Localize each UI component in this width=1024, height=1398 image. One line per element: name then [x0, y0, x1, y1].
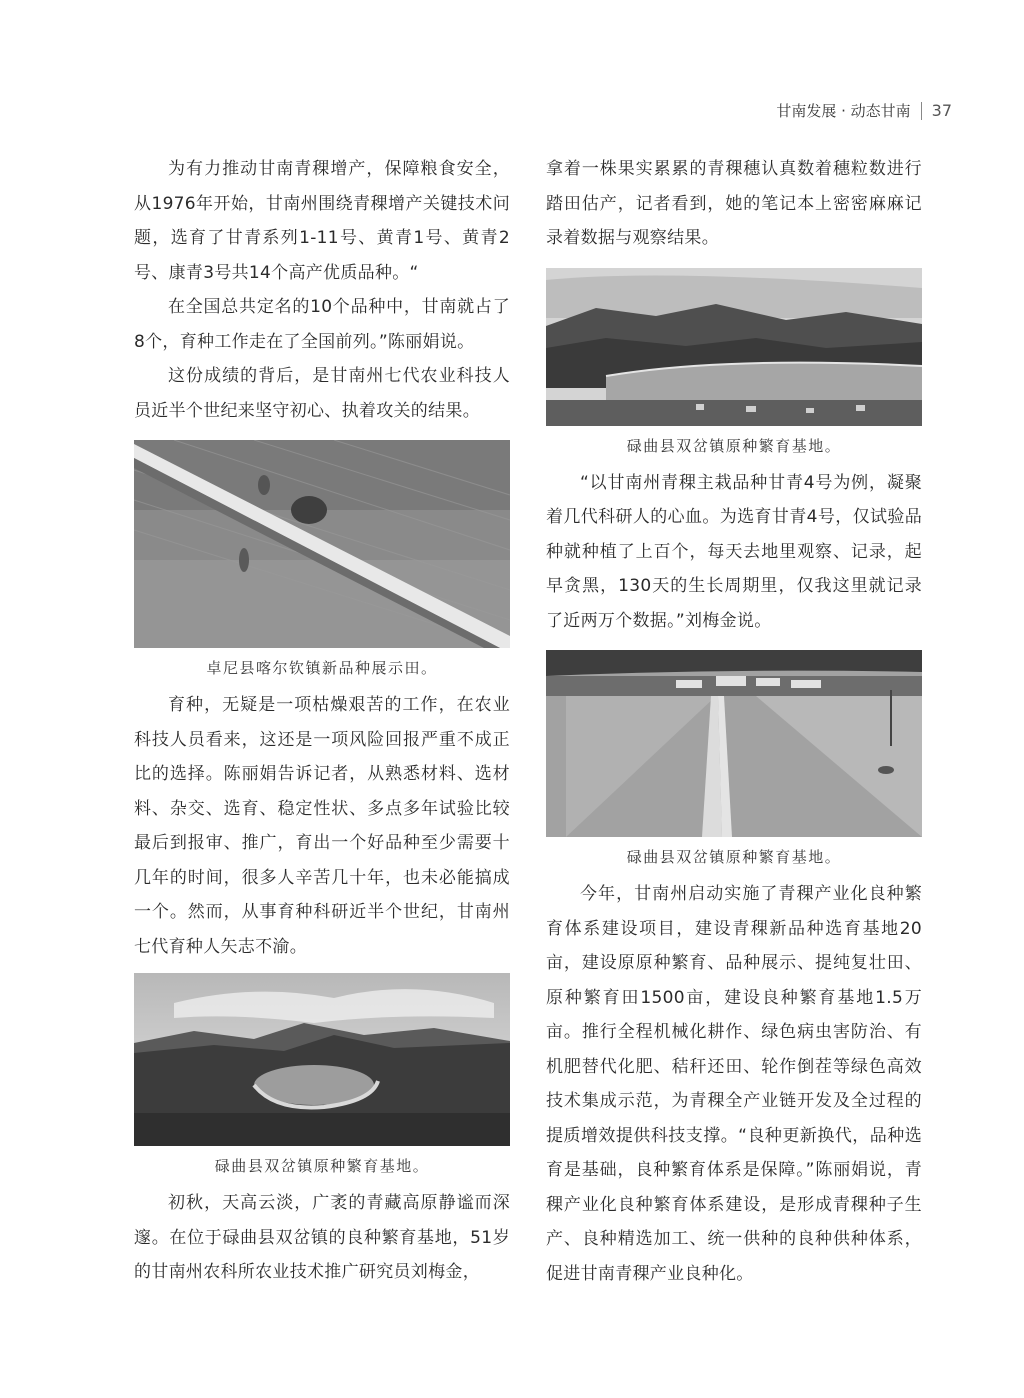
- photo-caption: 碌曲县双岔镇原种繁育基地。: [626, 436, 842, 455]
- paragraph: 拿着一株果实累累的青稞穗认真数着穗粒数进行踏田估产，记者看到，她的笔记本上密密麻麻记录着数据与观察结果。: [546, 159, 922, 248]
- page-number: 37: [931, 101, 952, 120]
- right-column: [546, 152, 922, 1291]
- photo-mountain-field: [546, 268, 922, 426]
- paragraph: 在全国总共定名的10个品种中，甘南就占了8个，育种工作走在了全国前列。”陈丽娟说。: [134, 297, 510, 352]
- left-column: [134, 152, 510, 1290]
- paragraph: 初秋，天高云淡，广袤的青藏高原静谧而深邃。在位于碌曲县双岔镇的良种繁育基地，51岁的甘南州农科所农业技术推广研究员刘梅金，: [134, 1193, 510, 1282]
- section-title: 甘南发展 · 动态甘南: [776, 102, 911, 120]
- photo-valley-panorama: [134, 973, 510, 1146]
- header-divider: [921, 102, 922, 120]
- photo-caption: 碌曲县双岔镇原种繁育基地。: [626, 848, 842, 866]
- paragraph: 育种，无疑是一项枯燥艰苦的工作，在农业科技人员看来，这还是一项风险回报严重不成正比的选择。陈丽娟告诉记者，从熟悉材料、选材料、杂交、选育、稳定性状、多点多年试验比较最后到报审、推广，育出一个好品种至少需要十几年的时间，很多人辛苦几十年，也未必能搞成一个。然而，从事育种科研近半个世纪，甘南州七代育种人矢志不渝。: [134, 695, 510, 957]
- photo-field-aerial: [546, 650, 922, 837]
- running-header: [776, 100, 952, 121]
- photo-field-road: [134, 440, 510, 648]
- photo-caption: 卓尼县喀尔钦镇新品种展示田。: [206, 659, 438, 677]
- paragraph: 这份成绩的背后，是甘南州七代农业科技人员近半个世纪来坚守初心、执着攻关的结果。: [134, 366, 510, 421]
- paragraph: “以甘南州青稞主栽品种甘青4号为例，凝聚着几代科研人的心血。为选育甘青4号，仅试验品种就种植了上百个，每天去地里观察、记录，起早贪黑，130天的生长周期里，仅我这里就记录了近两万个数据。”刘梅金说。: [546, 472, 922, 631]
- paragraph: 今年，甘南州启动实施了青稞产业化良种繁育体系建设项目，建设青稞新品种选育基地20亩，建设原原种繁育、品种展示、提纯复壮田、原种繁育田1500亩，建设良种繁育基地1.5万亩。推行全程机械化耕作、绿色病虫害防治、有机肥替代化肥、秸秆还田、轮作倒茬等绿色高效技术集成示范，为青稞全产业链开发及全过程的提质增效提供科技支撑。“良种更新换代，品种选育是基础，良种繁育体系是保障。”陈丽娟说，青稞产业化良种繁育体系建设，是形成青稞种子生产、良种精选加工、统一供种的良种供种体系，促进甘南青稞产业良种化。: [546, 884, 922, 1284]
- photo-caption: 碌曲县双岔镇原种繁育基地。: [214, 1157, 430, 1175]
- paragraph: 为有力推动甘南青稞增产，保障粮食安全，从1976年开始，甘南州围绕青稞增产关键技术问题，选育了甘青系列1-11号、黄青1号、黄青2号、康青3号共14个高产优质品种。“: [134, 159, 510, 283]
